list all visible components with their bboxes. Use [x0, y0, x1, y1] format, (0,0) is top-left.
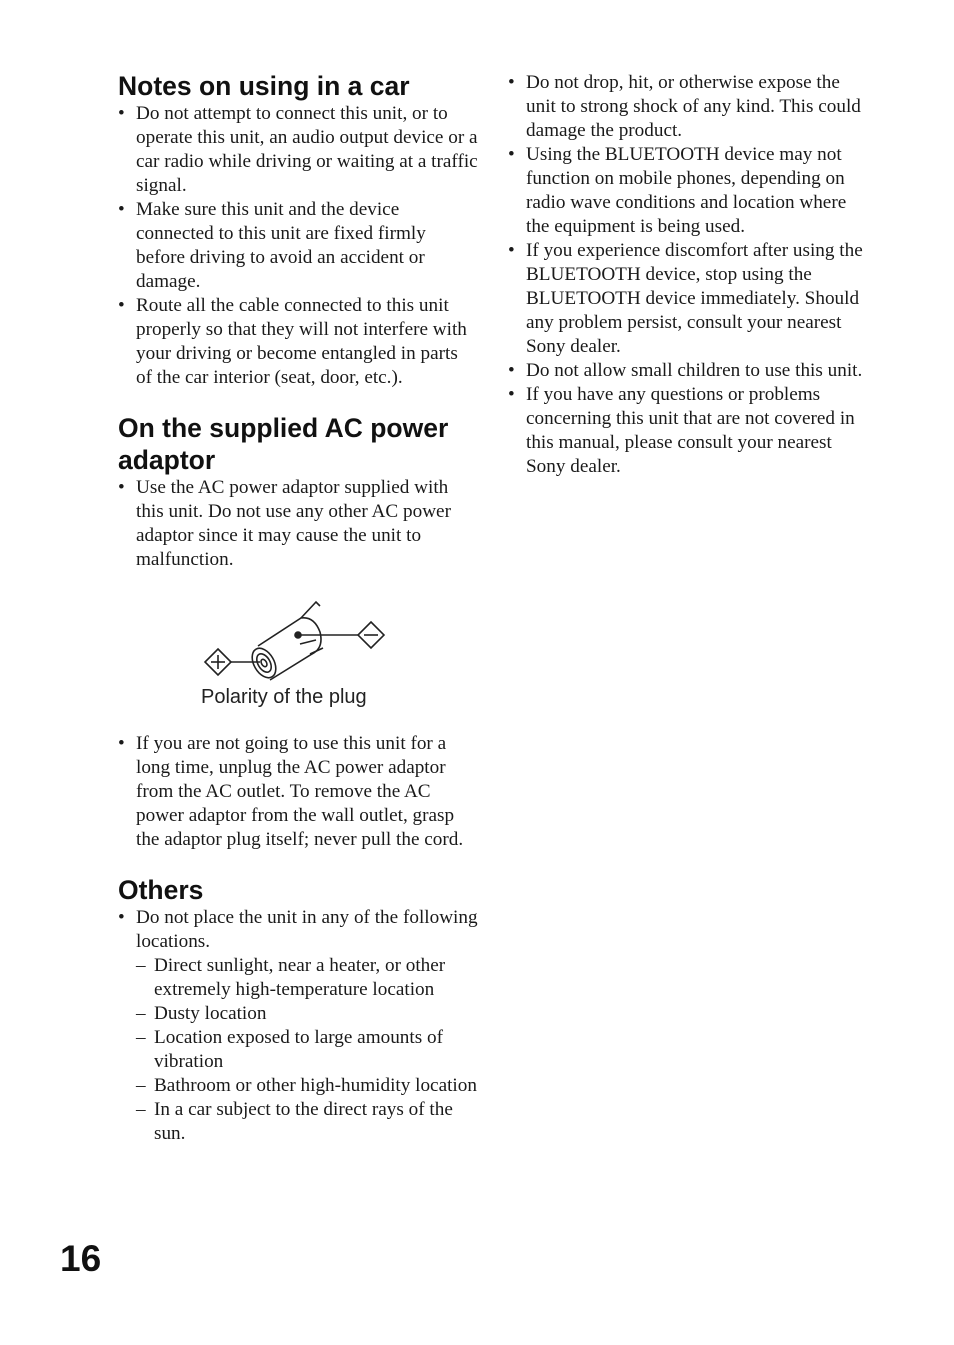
ac-adaptor-list-continued	[118, 732, 478, 852]
sublist-item: – Dusty location	[136, 1002, 478, 1026]
list-item: • Do not allow small children to use this unit.	[508, 359, 868, 383]
heading-others: Others	[118, 875, 204, 905]
figure-caption: Polarity of the plug	[201, 686, 367, 708]
heading-ac-adaptor: On the supplied AC power adaptor	[118, 413, 449, 475]
sublist-item: – Bathroom or other high-humidity location	[136, 1074, 478, 1098]
list-item: • If you experience discomfort after using the BLUETOOTH device, stop using the BLUETOOTH device immediately. Should any problem persist, consult your nearest Sony dealer.	[508, 239, 868, 359]
sublist-item: – Location exposed to large amounts of vibration	[136, 1026, 478, 1074]
others-list-continued	[508, 71, 868, 479]
list-item: • Route all the cable connected to this unit properly so that they will not interfere with your driving or become entangled in parts of the car interior (seat, door, etc.).	[118, 294, 478, 390]
list-item: • Use the AC power adaptor supplied with this unit. Do not use any other AC power adaptor since it may cause the unit to malfunction.	[118, 476, 478, 572]
list-item	[118, 906, 478, 1146]
plug-polarity-figure	[118, 594, 478, 714]
others-list	[118, 906, 478, 1146]
plug-polarity-icon	[198, 594, 398, 684]
list-item: • If you are not going to use this unit for a long time, unplug the AC power adaptor from the AC outlet. To remove the AC power adaptor from the wall outlet, grasp the adaptor plug itself; never pull the cord.	[118, 732, 478, 852]
heading-car-notes: Notes on using in a car	[118, 71, 410, 101]
list-item: • Make sure this unit and the device connected to this unit are fixed firmly before driving to avoid an accident or damage.	[118, 198, 478, 294]
right-column	[508, 71, 868, 479]
list-item-text: Do not place the unit in any of the following locations.	[136, 907, 478, 952]
list-item: • Do not attempt to connect this unit, or to operate this unit, an audio output device or a car radio while driving or waiting at a traffic signal.	[118, 102, 478, 198]
car-notes-list	[118, 102, 478, 390]
list-item: • Do not drop, hit, or otherwise expose the unit to strong shock of any kind. This could damage the product.	[508, 71, 868, 143]
left-column	[118, 70, 478, 1146]
sublist-item: – Direct sunlight, near a heater, or other extremely high-temperature location	[136, 954, 478, 1002]
page-number: 16	[60, 1238, 102, 1279]
list-item: • Using the BLUETOOTH device may not function on mobile phones, depending on radio wave conditions and location where the equipment is being used.	[508, 143, 868, 239]
ac-adaptor-list	[118, 476, 478, 572]
locations-sublist	[136, 954, 478, 1146]
list-item: • If you have any questions or problems concerning this unit that are not covered in this manual, please consult your nearest Sony dealer.	[508, 383, 868, 479]
sublist-item: – In a car subject to the direct rays of the sun.	[136, 1098, 478, 1146]
